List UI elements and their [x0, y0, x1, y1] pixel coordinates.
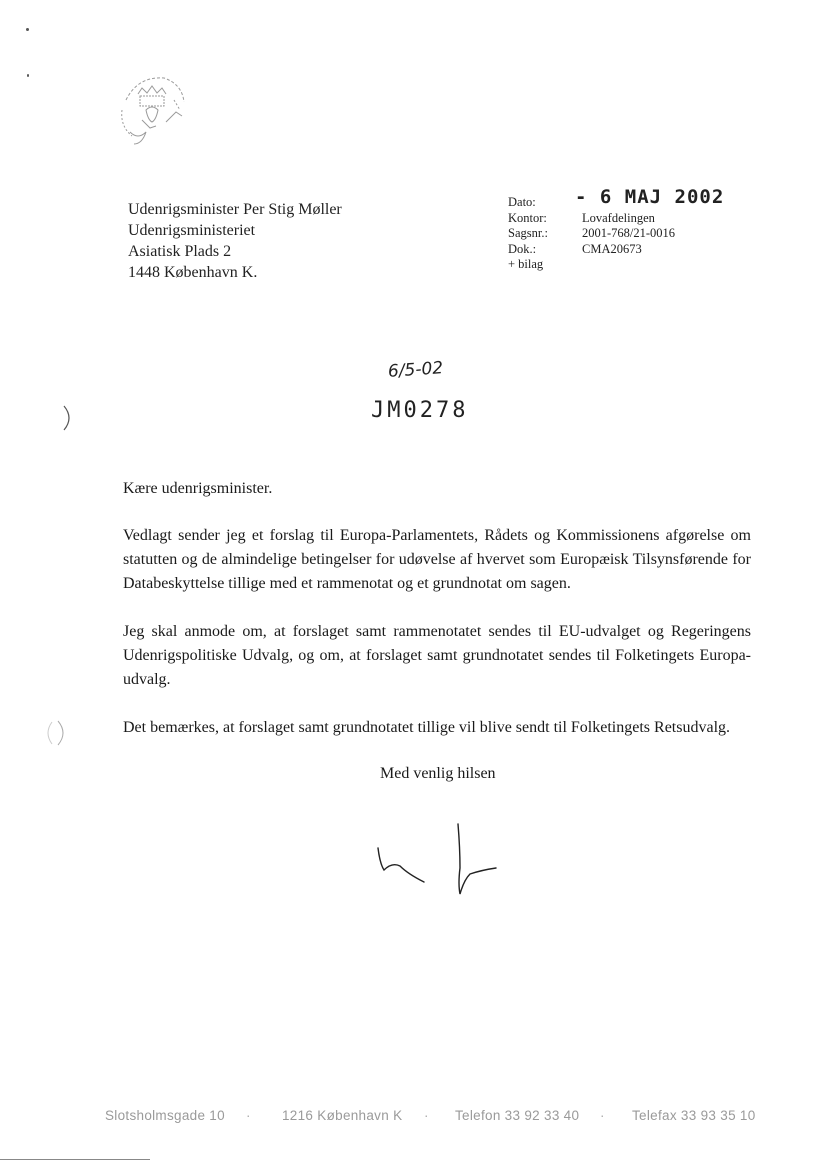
journal-number-stamp: JM0278 [371, 398, 469, 423]
footer-fax: Telefax 33 93 35 10 [632, 1108, 756, 1123]
addressee-name: Udenrigsminister Per Stig Møller [128, 201, 342, 218]
letterhead-footer [0, 1108, 827, 1130]
footer-phone: Telefon 33 92 33 40 [455, 1108, 580, 1123]
addressee-block [128, 199, 342, 283]
meta-label: Kontor: [508, 210, 547, 225]
letter-paragraph: Det bemærkes, at forslaget samt grundnotatet tillige vil blive sendt til Folketingets Retsudvalg. [123, 719, 731, 736]
meta-value: CMA20673 [582, 241, 642, 256]
handwritten-signature [370, 818, 510, 908]
footer-separator: · [600, 1108, 605, 1123]
footer-city: 1216 København K [282, 1108, 403, 1123]
crown-seal-stamp [112, 70, 187, 150]
punch-hole-mark [58, 404, 78, 432]
scan-speck [26, 28, 29, 31]
meta-label: Sagsnr.: [508, 226, 548, 240]
meta-label: Dok.: [508, 241, 537, 256]
meta-value: 2001-768/21-0016 [582, 226, 676, 240]
meta-value: Lovafdelingen [582, 210, 655, 225]
scan-speck [27, 74, 29, 77]
footer-separator: · [424, 1108, 429, 1123]
punch-hole-mark [44, 718, 70, 748]
footer-separator: · [246, 1108, 251, 1123]
letter-salutation: Kære udenrigsminister. [123, 480, 273, 497]
meta-label: + bilag [508, 257, 544, 271]
meta-label: Dato: [508, 195, 536, 209]
handwritten-date: 6/5-02 [387, 358, 444, 382]
page-edge-rule [0, 1159, 150, 1160]
letter-closing: Med venlig hilsen [380, 765, 496, 782]
date-stamp: - 6 MAJ 2002 [575, 186, 725, 208]
addressee-ministry: Udenrigsministeriet [128, 222, 256, 239]
letter-paragraph: Vedlagt sender jeg et forslag til Europa-Parlamentets, Rådets og Kommissionens afgørelse om statutten og de almindelige betingelser for udøvelse af hvervet som Europæisk Tilsynsførende for Databeskyttelse tillige med et rammenotat og et grundnotat om sagen. [123, 527, 751, 592]
footer-address: Slotsholmsgade 10 [105, 1108, 225, 1123]
letter-paragraph: Jeg skal anmode om, at forslaget samt rammenotatet sendes til EU-udvalget og Regeringens Udenrigspolitiske Udvalg, og om, at forslaget samt grundnotatet sendes til Folketingets Europa-udvalg. [123, 623, 751, 688]
addressee-city: 1448 København K. [128, 264, 258, 281]
addressee-street: Asiatisk Plads 2 [128, 243, 232, 260]
